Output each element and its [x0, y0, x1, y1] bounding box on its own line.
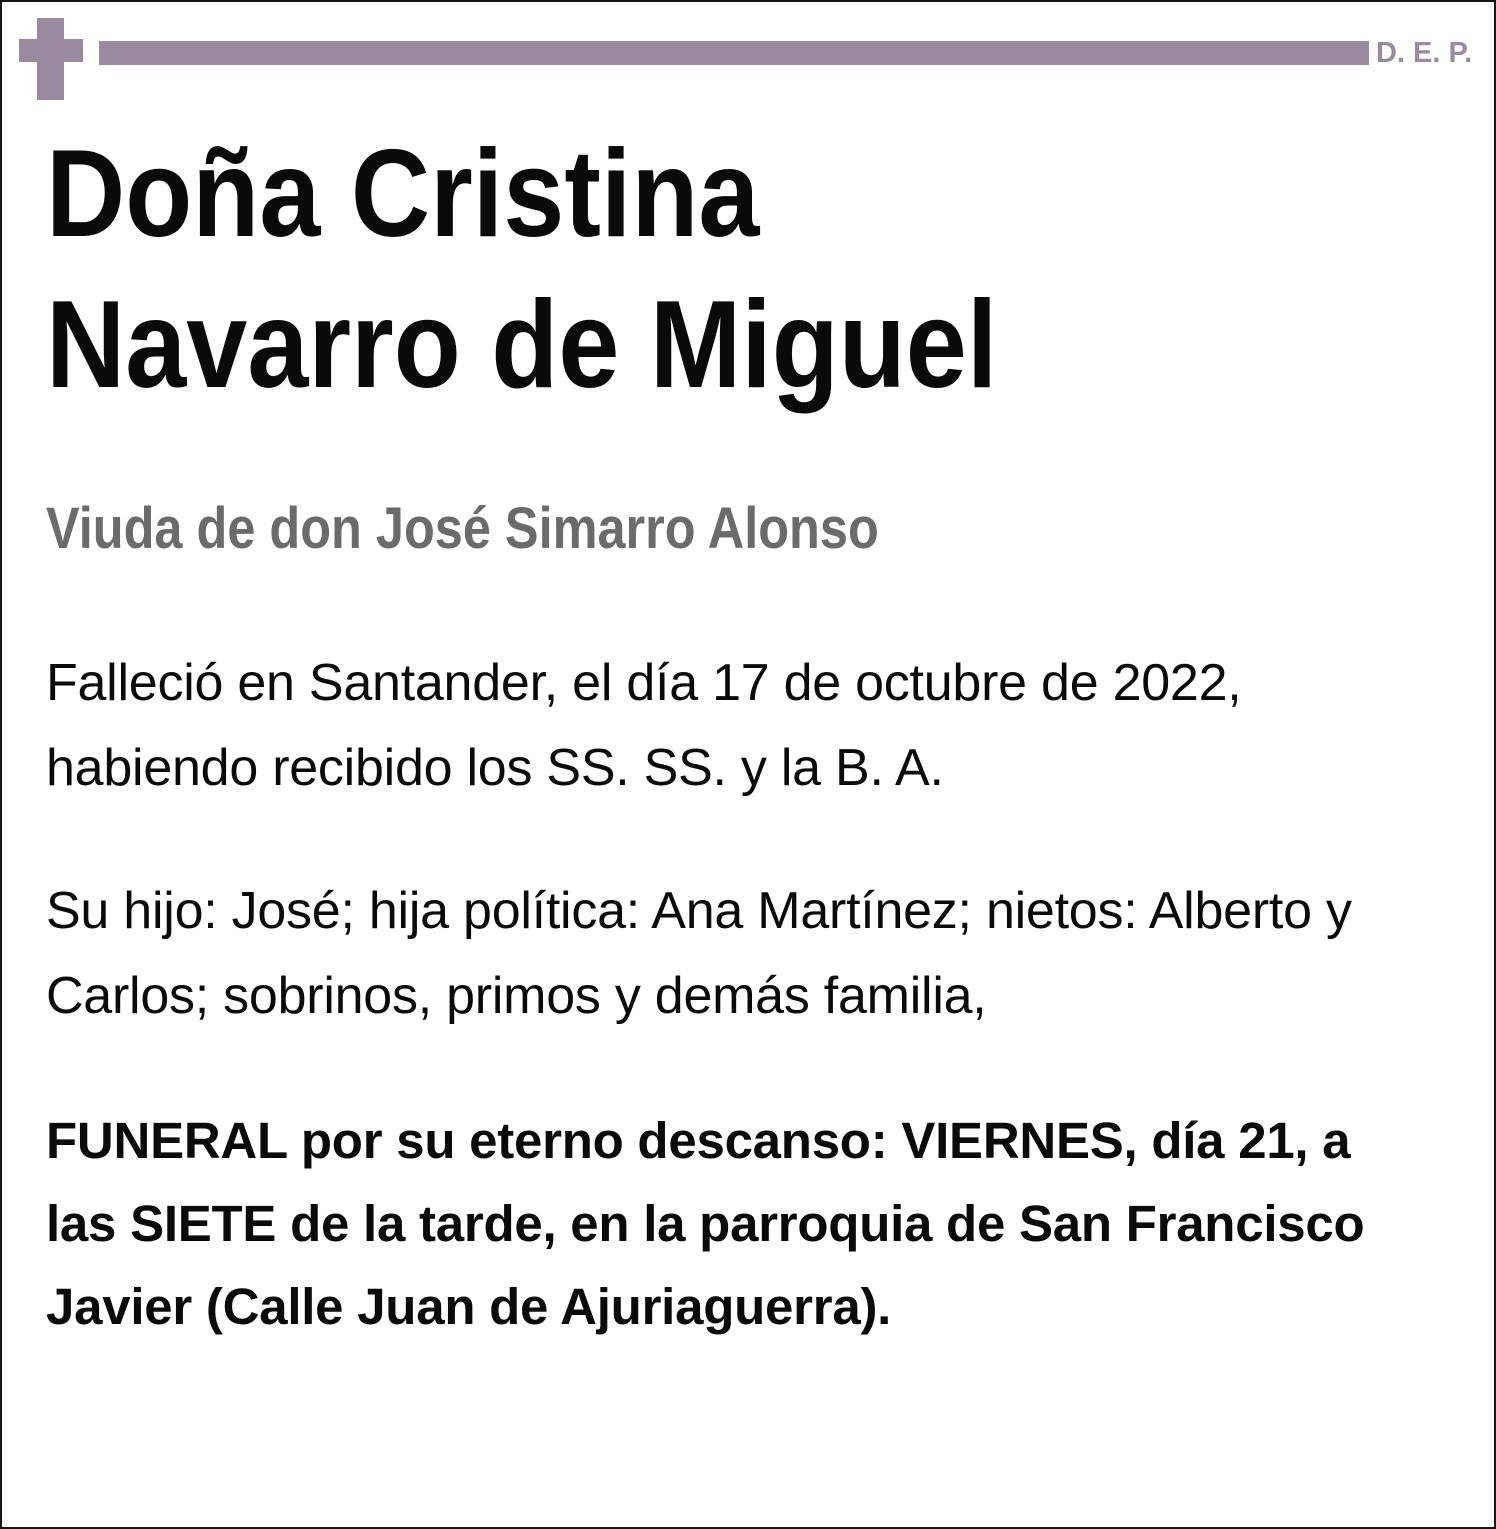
- deceased-name-line-2: Navarro de Miguel: [46, 276, 998, 414]
- family-paragraph: [46, 869, 1352, 1039]
- funeral-line-2: las SIETE de la tarde, en la parroquia de San Francisco: [46, 1195, 1365, 1252]
- family-line-1: Su hijo: José; hija política: Ana Martínez; nietos: Alberto y: [46, 882, 1352, 940]
- death-details-line-1: Falleció en Santander, el día 17 de octubre de 2022,: [46, 654, 1242, 712]
- death-details-paragraph: [46, 641, 1241, 811]
- funeral-line-1: FUNERAL por su eterno descanso: VIERNES, día 21, a: [46, 1112, 1351, 1169]
- death-details-line-2: habiendo recibido los SS. SS. y la B. A.: [46, 739, 944, 797]
- header-rule: [99, 41, 1369, 65]
- deceased-name: [46, 119, 1121, 421]
- cross-horizontal-bar: [19, 39, 83, 62]
- relation-subtitle: Viuda de don José Simarro Alonso: [46, 496, 879, 561]
- cross-icon: [19, 18, 83, 100]
- dep-label: D. E. P.: [1376, 37, 1473, 69]
- funeral-announcement-paragraph: [46, 1099, 1364, 1348]
- funeral-line-3: Javier (Calle Juan de Ajuriaguerra).: [46, 1278, 892, 1335]
- family-line-2: Carlos; sobrinos, primos y demás familia,: [46, 967, 987, 1025]
- deceased-name-line-1: Doña Cristina: [46, 125, 760, 263]
